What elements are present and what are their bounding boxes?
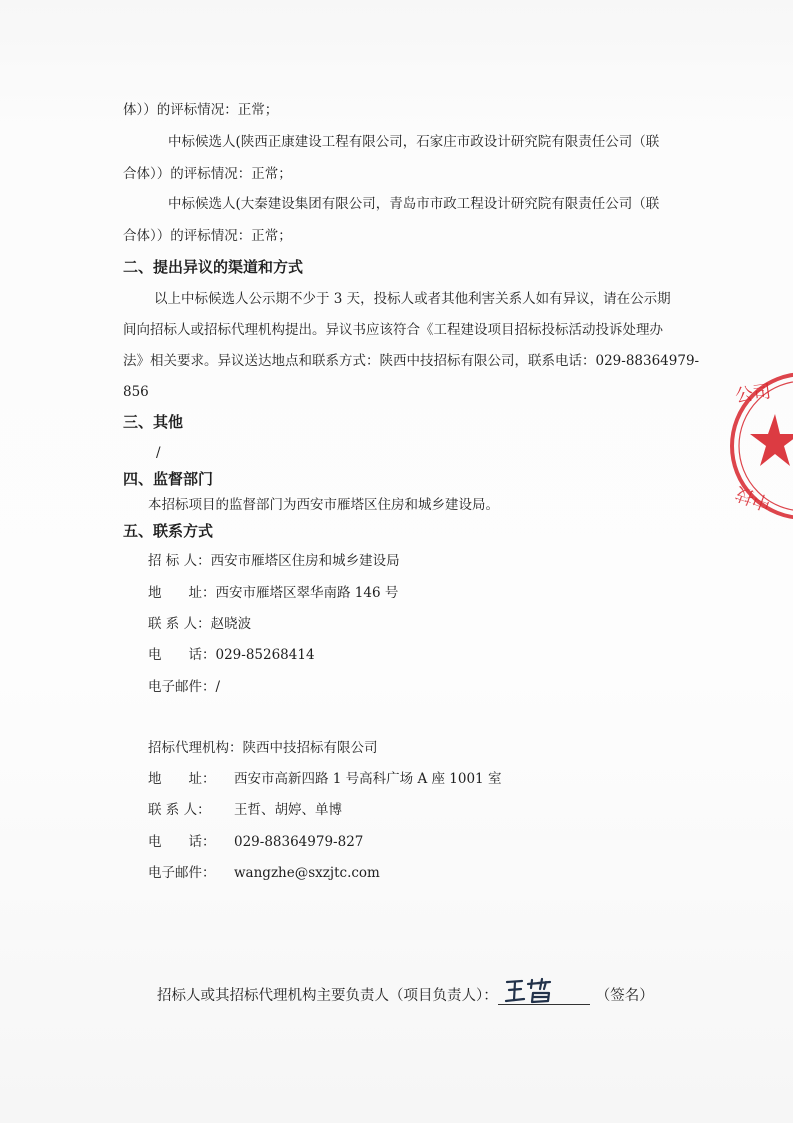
agency-email: wangzhe@sxzjtc.com (234, 865, 380, 881)
tenderer-address-row (148, 584, 398, 602)
agency-name-label: 招标代理机构： (148, 740, 243, 756)
agency-email-row (148, 864, 380, 882)
supervision-content: 本招标项目的监督部门为西安市雁塔区住房和城乡建设局。 (148, 497, 499, 513)
tenderer-address: 西安市雁塔区翠华南路 146 号 (215, 585, 399, 601)
tenderer-email: / (215, 679, 221, 695)
objection-paragraph-1: 以上中标候选人公示期不少于 3 天，投标人或者其他利害关系人如有异议，请在公示期 (154, 291, 671, 307)
svg-text:中技: 中技 (732, 482, 774, 515)
agency-phone-label: 电 话： (148, 834, 216, 850)
signature-blank (498, 984, 590, 1005)
tenderer-phone-label: 电 话： (148, 647, 216, 663)
svg-text:公司: 公司 (733, 381, 773, 407)
candidate-2-result: 合体））的评标情况：正常； (123, 166, 292, 182)
agency-contact: 王哲、胡婷、单博 (234, 802, 342, 818)
agency-address-row (148, 770, 501, 788)
heading-contact: 五、联系方式 (123, 522, 214, 540)
agency-phone-row (148, 833, 363, 851)
signature-suffix: （签名） (595, 988, 654, 1004)
objection-paragraph-3: 法》相关要求。异议送达地点和联系方式：陕西中技招标有限公司，联系电话：029-88364979- (123, 353, 700, 369)
tenderer-contact-label: 联 系 人： (148, 616, 211, 632)
other-content: / (156, 445, 161, 461)
tenderer-phone: 029-85268414 (215, 647, 315, 663)
heading-supervision: 四、监督部门 (123, 470, 214, 488)
handwritten-signature (504, 974, 564, 1006)
agency-contact-row (148, 801, 342, 819)
agency-address-label: 地 址： (148, 771, 216, 787)
tenderer-name: 西安市雁塔区住房和城乡建设局 (210, 553, 400, 569)
agency-phone: 029-88364979-827 (234, 834, 364, 850)
tenderer-name-row (148, 552, 400, 570)
tenderer-name-label: 招 标 人： (148, 553, 211, 569)
heading-objection: 二、提出异议的渠道和方式 (123, 258, 304, 276)
agency-contact-label: 联 系 人： (148, 802, 211, 818)
agency-email-label: 电子邮件： (148, 865, 216, 881)
agency-name: 陕西中技招标有限公司 (242, 740, 378, 756)
tenderer-phone-row (148, 646, 315, 664)
candidate-3-line: 中标候选人(大秦建设集团有限公司，青岛市市政工程设计研究院有限责任公司（联 (168, 196, 660, 212)
tenderer-email-label: 电子邮件： (148, 679, 216, 695)
tenderer-contact-row (148, 615, 251, 633)
agency-address: 西安市高新四路 1 号高科广场 A 座 1001 室 (234, 771, 502, 787)
signature-row (157, 984, 654, 1005)
candidate-2-line: 中标候选人(陕西正康建设工程有限公司，石家庄市政设计研究院有限责任公司（联 (168, 134, 660, 150)
tenderer-contact: 赵晓波 (210, 616, 252, 632)
objection-paragraph-2: 间向招标人或招标代理机构提出。异议书应该符合《工程建设项目招标投标活动投诉处理办 (123, 322, 663, 338)
eval-line-continuation: 体））的评标情况：正常； (123, 102, 279, 118)
signature-prefix: 招标人或其招标代理机构主要负责人（项目负责人）： (157, 988, 498, 1004)
objection-paragraph-4: 856 (123, 384, 149, 400)
agency-name-row (148, 739, 378, 757)
tenderer-email-row (148, 678, 220, 696)
company-seal-stamp (722, 368, 793, 528)
heading-other: 三、其他 (123, 413, 184, 431)
tenderer-address-label: 地 址： (148, 585, 216, 601)
candidate-3-result: 合体））的评标情况：正常； (123, 228, 292, 244)
